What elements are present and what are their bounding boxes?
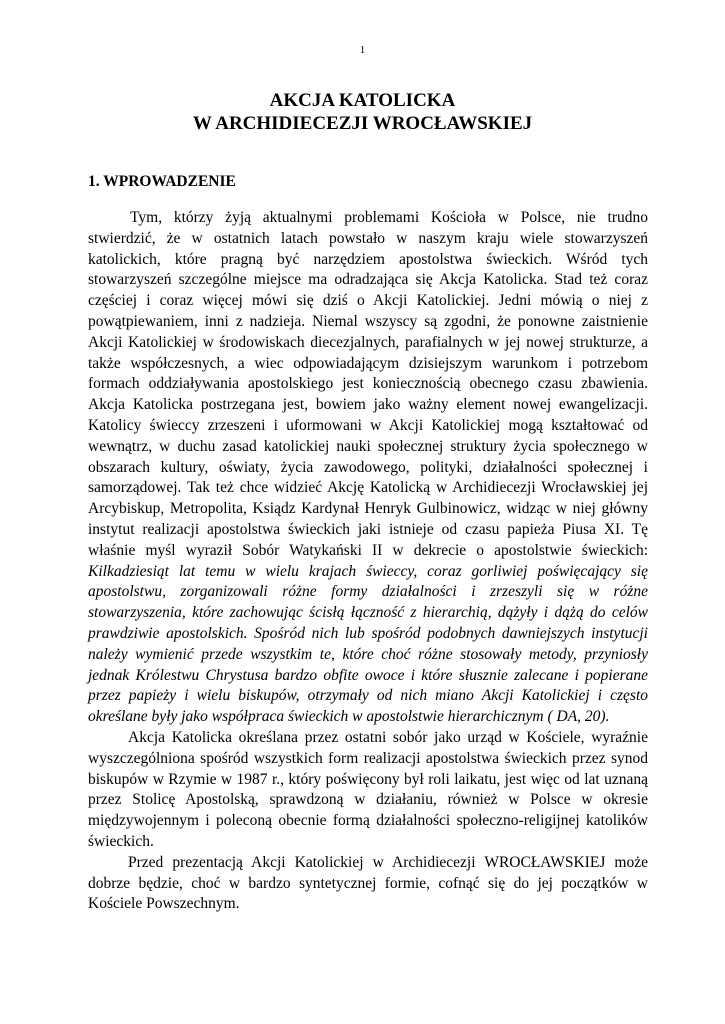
paragraph-1-quote: Kilkadziesiąt lat temu w wielu krajach świeccy, coraz gorliwiej poświęcający się apostolstwu, zorganizowali różne formy działalności i zrzeszyli się w różne stowarzyszenia, które zachowując ścisłą łączność z hierarchią, dążyły i dążą do celów prawdziwie apostolskich. Spośród nich lub spośród podobnych dawniejszych instytucji należy wymienić przede wszystkim te, które choć różne stosowały metody, przyniosły jednak Królestwu Chrystusa bardzo obfite owoce i które słusznie zalecane i popierane przez papieży i wielu biskupów, otrzymały od nich miano Akcji Katolickiej i często określane były jako współpraca świeckich w apostolstwie hierarchicznym ( DA, 20).	[88, 562, 648, 726]
title-line-1: AKCJA KATOLICKA	[269, 90, 456, 111]
body-text	[88, 208, 648, 915]
paragraph-1-text: Tym, którzy żyją aktualnymi problemami Kościoła w Polsce, nie trudno stwierdzić, że w ostatnich latach powstało w naszym kraju wiele stowarzyszeń katolickich, które pragną być narzędziem apostolstwa świeckich. Wśród tych stowarzyszeń szczególne miejsce ma odradzająca się Akcja Katolicka. Stad też coraz częściej i coraz więcej mówi się dziś o Akcji Katolickiej. Jedni mówią o niej z powątpiewaniem, inni z nadzieja. Niemal wszyscy są zgodni, że ponowne zaistnienie Akcji Katolickiej w środowiskach diecezjalnych, parafialnych w jej nowej strukturze, a także współczesnych, a wiec odpowiadającym dzisiejszym warunkom i potrzebom formach oddziaływania apostolskiego jest koniecznością obecnego czasu zbawienia. Akcja Katolicka postrzegana jest, bowiem jako ważny element nowej ewangelizacji. Katolicy świeccy zrzeszeni i uformowani w Akcji Katolickiej mogą kształtować od wewnątrz, w duchu zasad katolickiej nauki społecznej struktury życia społecznego w obszarach kultury, oświaty, życia zawodowego, polityki, działalności społecznej i samorządowej. Tak też chce widzieć Akcję Katolicką w Archidiecezji Wrocławskiej jej Arcybiskup, Metropolita, Ksiądz Kardynał Henryk Gulbinowicz, widząc w niej główny instytut realizacji apostolstwa świeckich jaki istnieje od czasu papieża Piusa XI. Tę właśnie myśl wyraził Sobór Watykański II w dekrecie o apostolstwie świeckich:	[88, 209, 648, 559]
document-title	[0, 89, 725, 135]
section-heading: 1. WPROWADZENIE	[88, 173, 236, 190]
page-number: 1	[359, 44, 366, 56]
paragraph-2: Akcja Katolicka określana przez ostatni sobór jako urząd w Kościele, wyraźnie wyszczególniona spośród wszystkich form realizacji apostolstwa świeckich przez synod biskupów w Rzymie w 1987 r., który poświęcony był roli laikatu, jest więc od lat uznaną przez Stolicę Apostolską, sprawdzoną w działaniu, również w Polsce w okresie międzywojennym i poleconą obecnie formą działalności społeczno-religijnej katolików świeckich.	[88, 728, 648, 850]
title-line-2: W ARCHIDIECEZJI WROCŁAWSKIEJ	[192, 113, 533, 134]
paragraph-1	[88, 208, 648, 728]
paragraph-3: Przed prezentacją Akcji Katolickiej w Archidiecezji WROCŁAWSKIEJ może dobrze będzie, choć w bardzo syntetycznej formie, cofnąć się do jej początków w Kościele Powszechnym.	[88, 853, 648, 913]
